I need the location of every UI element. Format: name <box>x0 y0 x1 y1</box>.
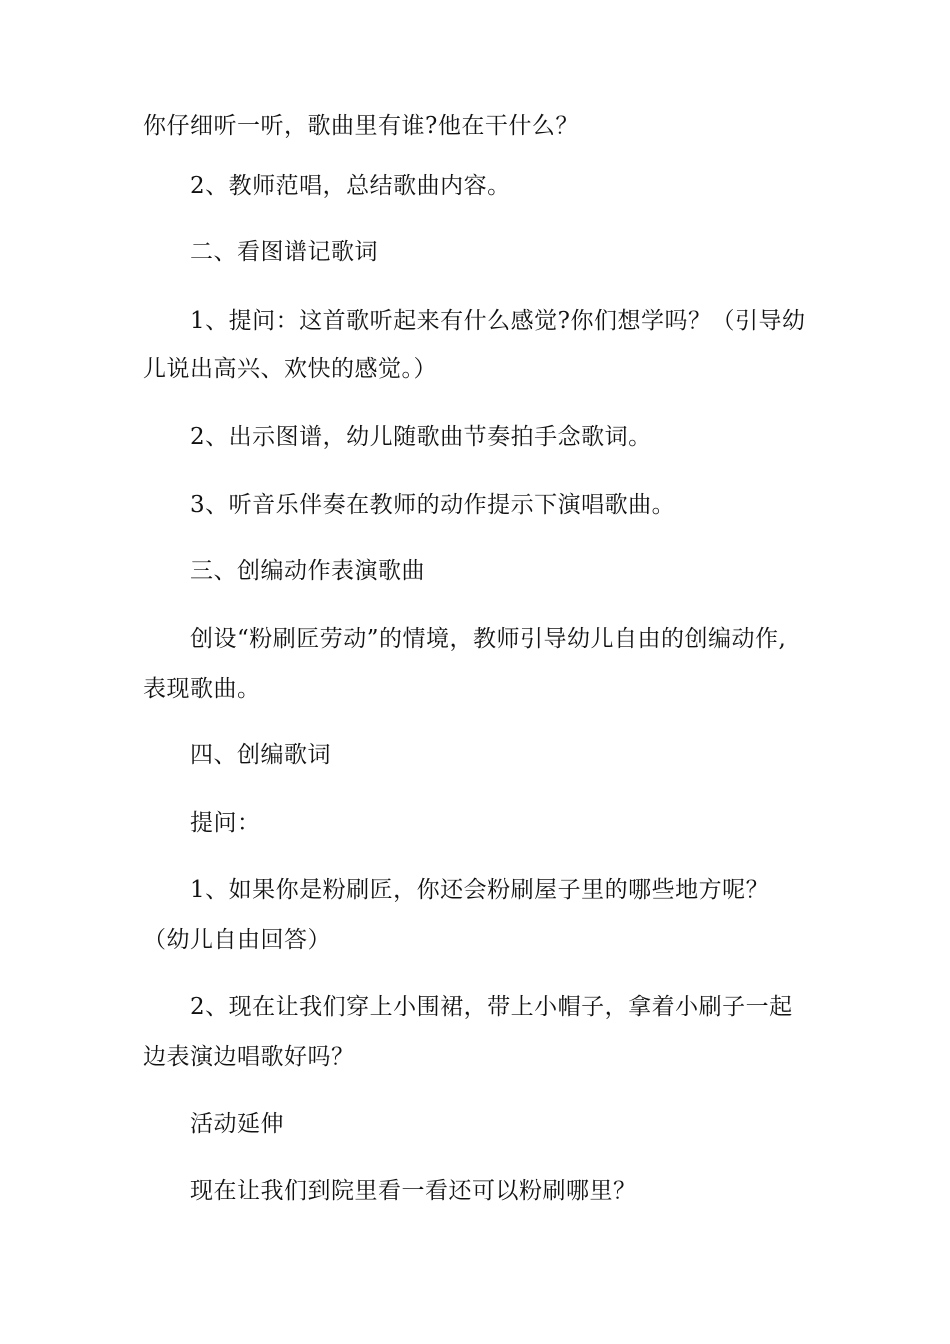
paragraph-line: 1、提问：这首歌听起来有什么感觉?你们想学吗？（引导幼 <box>190 308 806 334</box>
paragraph-line: 2、出示图谱，幼儿随歌曲节奏拍手念歌词。 <box>190 424 652 450</box>
paragraph-line: 3、听音乐伴奏在教师的动作提示下演唱歌曲。 <box>190 492 676 518</box>
paragraph-line: 2、教师范唱，总结歌曲内容。 <box>190 173 511 199</box>
paragraph-line: 现在让我们到院里看一看还可以粉刷哪里？ <box>190 1178 637 1204</box>
paragraph-line: 创设“粉刷匠劳动”的情境，教师引导幼儿自由的创编动作, <box>190 626 787 652</box>
section-heading: 活动延伸 <box>190 1111 284 1137</box>
section-heading: 二、看图谱记歌词 <box>190 239 378 265</box>
paragraph-line: 你仔细听一听，歌曲里有谁?他在干什么？ <box>143 113 579 139</box>
paragraph-line: 儿说出高兴、欢快的感觉。） <box>143 356 437 382</box>
paragraph-line: （幼儿自由回答） <box>143 927 331 953</box>
paragraph-line: 边表演边唱歌好吗？ <box>143 1044 355 1070</box>
section-heading: 三、创编动作表演歌曲 <box>190 558 425 584</box>
paragraph-line: 2、现在让我们穿上小围裙，带上小帽子，拿着小刷子一起 <box>190 994 793 1020</box>
paragraph-line: 表现歌曲。 <box>143 676 261 702</box>
paragraph-line: 提问： <box>190 810 261 836</box>
section-heading: 四、创编歌词 <box>190 742 331 768</box>
paragraph-line: 1、如果你是粉刷匠，你还会粉刷屋子里的哪些地方呢？ <box>190 877 770 903</box>
